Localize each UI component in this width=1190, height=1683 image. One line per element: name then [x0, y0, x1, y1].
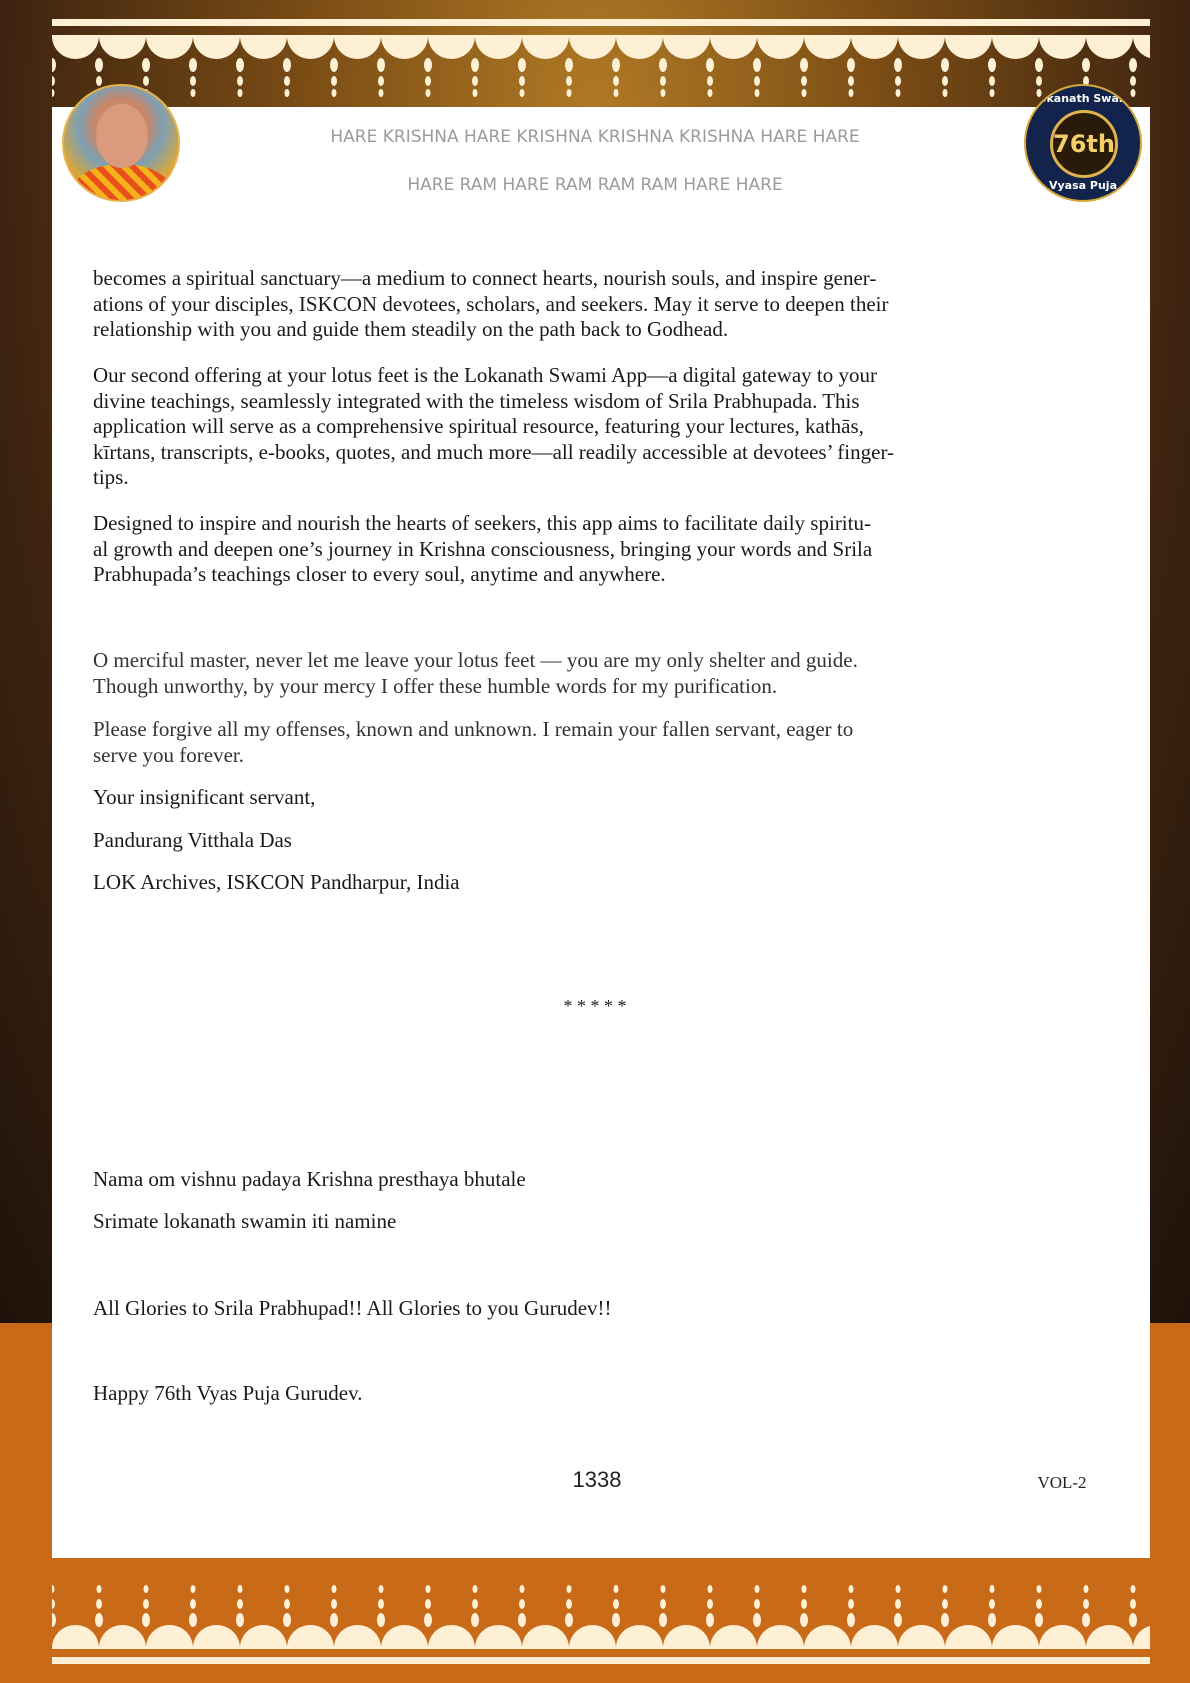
bottom-scallop-border [52, 1585, 1150, 1649]
glories-line: All Glories to Srila Prabhupad!! All Glories to you Gurudev!! [93, 1296, 612, 1320]
bottom-border-line [52, 1657, 1150, 1664]
page-number: 1338 [572, 1467, 622, 1492]
paragraph-designed: Designed to inspire and nourish the hearts of seekers, this app aims to facilitate daily spiritu- al growth and deepen one’s journey in Krishna consciousness, bringing your words and Srila Prabhupada’s teachings closer to every soul, anytime and anywhere. [93, 511, 873, 586]
closing: Your insignificant servant, [93, 785, 316, 809]
signature-org: LOK Archives, ISKCON Pandharpur, India [93, 870, 460, 894]
wishes-line: Happy 76th Vyas Puja Gurudev. [93, 1381, 363, 1405]
paragraph-sanctuary: becomes a spiritual sanctuary—a medium to connect hearts, nourish souls, and inspire gener- ations of your disciples, ISKCON devotees, scholars, and seekers. May it serve to deepen their relationship with you and guide them steadily on the path back to Godhead. [93, 266, 889, 341]
mantra-line-1: HARE KRISHNA HARE KRISHNA KRISHNA KRISHNA HARE HARE [330, 127, 860, 147]
paragraph-merciful: O merciful master, never let me leave your lotus feet — you are my only shelter and guide. Though unworthy, by your mercy I offer these humble words for my purification. [93, 648, 858, 698]
paragraph-forgive: Please forgive all my offenses, known and unknown. I remain your fallen servant, eager to serve you forever. [93, 717, 854, 767]
signature-name: Pandurang Vitthala Das [93, 828, 292, 852]
prayer-line-1: Nama om vishnu padaya Krishna presthaya bhutale [93, 1167, 526, 1191]
separator: * * * * * [563, 996, 627, 1016]
top-scallop-border [52, 35, 1150, 107]
volume-label: VOL-2 [1037, 1473, 1087, 1492]
vyasa-puja-logo: Lokanath Swami 76th Vyasa Puja [1024, 84, 1142, 202]
prayer-line-2: Srimate lokanath swamin iti namine [93, 1209, 397, 1233]
paragraph-app: Our second offering at your lotus feet is the Lokanath Swami App—a digital gateway to your divine teachings, seamlessly integrated with the timeless wisdom of Srila Prabhupada. This application will serve as a comprehensive spiritual resource, featuring your lectures, kathās, kīrtans, transcripts, e-books, quotes, and much more—all readily accessible at devotees’ finger- tips. [93, 363, 895, 489]
mantra-line-2: HARE RAM HARE RAM RAM RAM HARE HARE [407, 175, 783, 195]
top-border-line [52, 19, 1150, 26]
